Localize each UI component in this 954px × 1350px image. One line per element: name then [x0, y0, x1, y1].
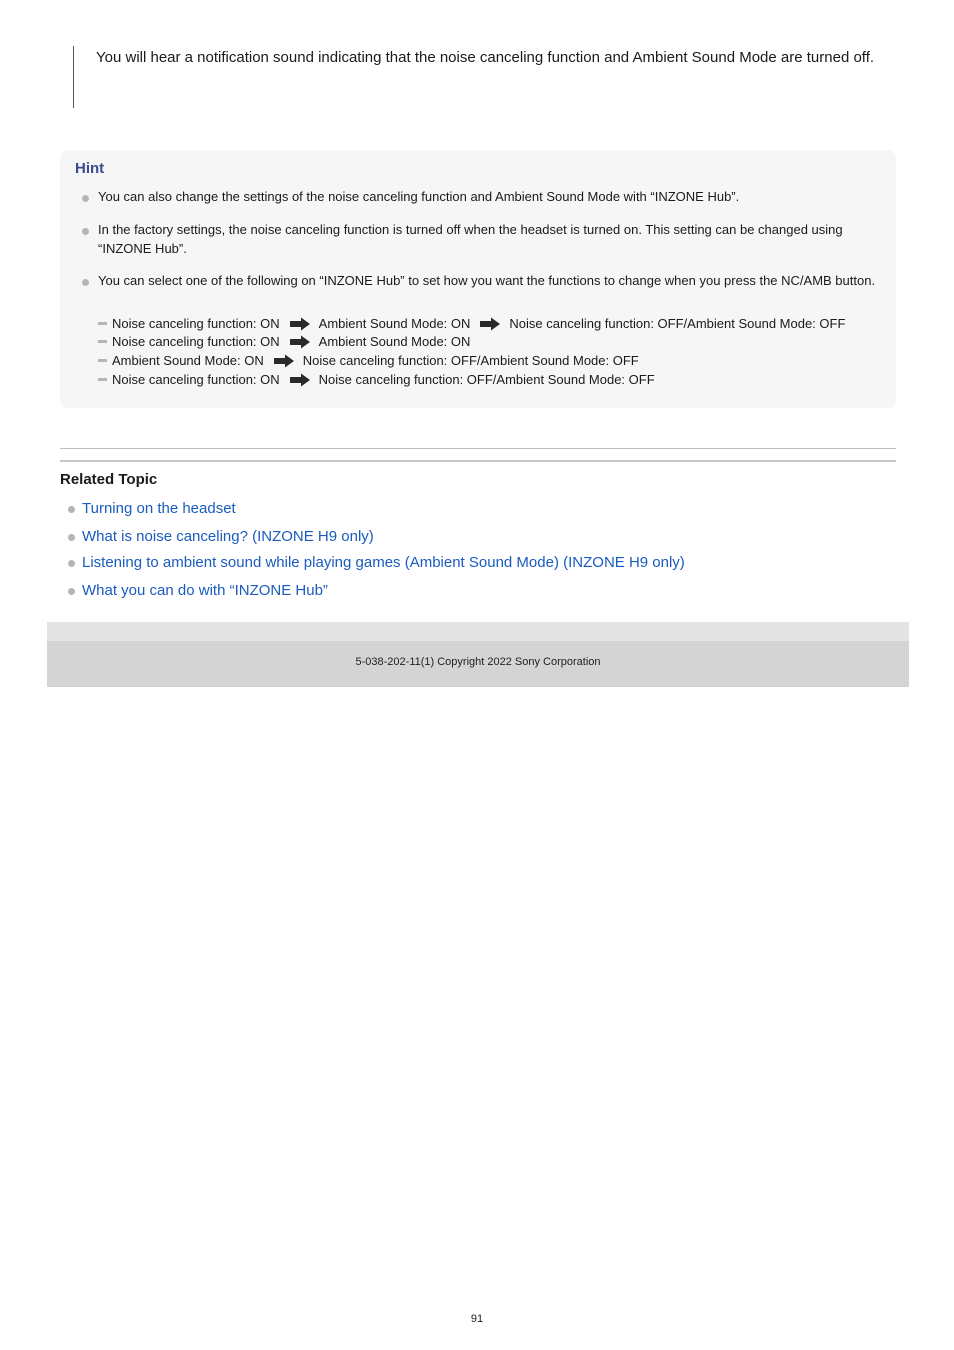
- arrow-right-icon: [273, 354, 295, 368]
- step-note-text: You will hear a notification sound indicating that the noise canceling function and Ambient Sound Mode are turned off.: [96, 49, 875, 66]
- divider: [60, 448, 896, 449]
- arrow-right-icon: [479, 317, 501, 331]
- related-topic-title: Related Topic: [60, 471, 158, 488]
- arrow-right-icon: [289, 335, 311, 349]
- related-link-inzone-hub[interactable]: What you can do with “INZONE Hub”: [82, 582, 328, 599]
- step-note: [73, 46, 894, 108]
- option-row: [98, 370, 655, 389]
- option-step: Noise canceling function: ON: [112, 334, 280, 349]
- bullet-icon: [68, 506, 75, 513]
- option-step: Noise canceling function: OFF/Ambient Sound Mode: OFF: [509, 316, 846, 331]
- option-step: Noise canceling function: ON: [112, 316, 280, 331]
- option-step: Ambient Sound Mode: ON: [318, 316, 471, 331]
- option-step: Noise canceling function: OFF/Ambient Sound Mode: OFF: [302, 353, 639, 368]
- related-link-ambient-sound[interactable]: Listening to ambient sound while playing games (Ambient Sound Mode) (INZONE H9 only): [82, 554, 685, 571]
- option-step: Noise canceling function: ON: [112, 372, 280, 387]
- dash-icon: [98, 322, 107, 325]
- arrow-right-icon: [289, 373, 311, 387]
- option-step: Ambient Sound Mode: ON: [112, 353, 264, 368]
- page-number: 91: [470, 1313, 484, 1325]
- hint-box: [60, 150, 896, 408]
- hint-title: Hint: [75, 160, 105, 177]
- option-row: [98, 351, 639, 370]
- bullet-icon: [68, 588, 75, 595]
- hint-item: In the factory settings, the noise canceling function is turned off when the headset is turned on. This setting can be changed using “INZONE Hub”.: [98, 222, 843, 256]
- copyright-text: 5-038-202-11(1) Copyright 2022 Sony Corporation: [355, 656, 601, 668]
- bullet-icon: [68, 534, 75, 541]
- hint-item: You can also change the settings of the noise canceling function and Ambient Sound Mode with “INZONE Hub”.: [98, 189, 740, 204]
- hint-item: You can select one of the following on “INZONE Hub” to set how you want the functions to change when you press the NC/AMB button.: [98, 273, 876, 288]
- option-row: [98, 314, 845, 333]
- bullet-icon: [68, 560, 75, 567]
- bullet-icon: [82, 195, 89, 202]
- bullet-icon: [82, 279, 89, 286]
- footer: [47, 641, 909, 687]
- related-link-turning-on[interactable]: Turning on the headset: [82, 500, 236, 517]
- bullet-icon: [82, 228, 89, 235]
- footer-band: [47, 622, 909, 641]
- dash-icon: [98, 340, 107, 343]
- dash-icon: [98, 378, 107, 381]
- option-step: Noise canceling function: OFF/Ambient Sound Mode: OFF: [318, 372, 655, 387]
- related-link-noise-canceling[interactable]: What is noise canceling? (INZONE H9 only): [82, 528, 374, 545]
- option-step: Ambient Sound Mode: ON: [318, 334, 471, 349]
- dash-icon: [98, 359, 107, 362]
- arrow-right-icon: [289, 317, 311, 331]
- option-row: [98, 332, 470, 351]
- divider: [60, 460, 896, 462]
